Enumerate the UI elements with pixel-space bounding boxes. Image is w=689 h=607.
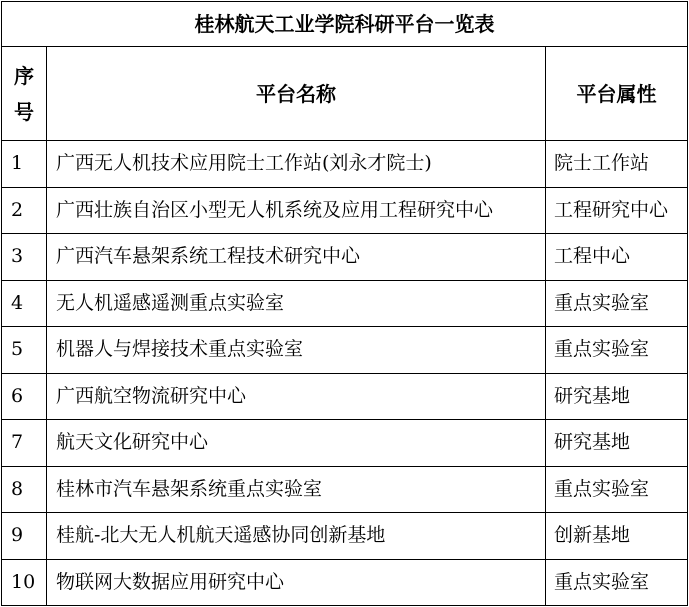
header-platform-name: 平台名称 — [47, 47, 546, 141]
row-number: 9 — [2, 513, 47, 560]
table-row — [2, 373, 688, 420]
platform-name: 物联网大数据应用研究中心 — [47, 559, 546, 606]
table-row — [2, 466, 688, 513]
row-number: 4 — [2, 280, 47, 327]
row-number: 1 — [2, 141, 47, 188]
table-row — [2, 141, 688, 188]
table-title: 桂林航天工业学院科研平台一览表 — [2, 2, 688, 47]
header-row — [2, 47, 688, 141]
row-number: 7 — [2, 420, 47, 467]
platform-table — [1, 1, 688, 606]
row-number: 5 — [2, 327, 47, 374]
platform-name: 航天文化研究中心 — [47, 420, 546, 467]
table-row — [2, 187, 688, 234]
platform-name: 无人机遥感遥测重点实验室 — [47, 280, 546, 327]
platform-type: 研究基地 — [546, 373, 688, 420]
platform-type: 院士工作站 — [546, 141, 688, 188]
platform-type: 重点实验室 — [546, 327, 688, 374]
table-row — [2, 559, 688, 606]
platform-type: 创新基地 — [546, 513, 688, 560]
table-row — [2, 420, 688, 467]
table-row — [2, 513, 688, 560]
platform-name: 桂航-北大无人机航天遥感协同创新基地 — [47, 513, 546, 560]
platform-name: 广西航空物流研究中心 — [47, 373, 546, 420]
platform-name: 桂林市汽车悬架系统重点实验室 — [47, 466, 546, 513]
header-index-line1: 序 — [14, 63, 34, 88]
platform-name: 广西汽车悬架系统工程技术研究中心 — [47, 234, 546, 281]
row-number: 10 — [2, 559, 47, 606]
platform-type: 重点实验室 — [546, 466, 688, 513]
platform-name: 广西无人机技术应用院士工作站(刘永才院士) — [47, 141, 546, 188]
platform-type: 重点实验室 — [546, 280, 688, 327]
row-number: 6 — [2, 373, 47, 420]
row-number: 2 — [2, 187, 47, 234]
platform-type: 重点实验室 — [546, 559, 688, 606]
row-number: 3 — [2, 234, 47, 281]
platform-name: 广西壮族自治区小型无人机系统及应用工程研究中心 — [47, 187, 546, 234]
header-index — [2, 47, 47, 141]
platform-type: 研究基地 — [546, 420, 688, 467]
platform-type: 工程中心 — [546, 234, 688, 281]
table-row — [2, 327, 688, 374]
table-row — [2, 280, 688, 327]
header-index-line2: 号 — [14, 99, 34, 124]
row-number: 8 — [2, 466, 47, 513]
header-platform-type: 平台属性 — [546, 47, 688, 141]
platform-type: 工程研究中心 — [546, 187, 688, 234]
table-row — [2, 234, 688, 281]
platform-name: 机器人与焊接技术重点实验室 — [47, 327, 546, 374]
title-row — [2, 2, 688, 47]
